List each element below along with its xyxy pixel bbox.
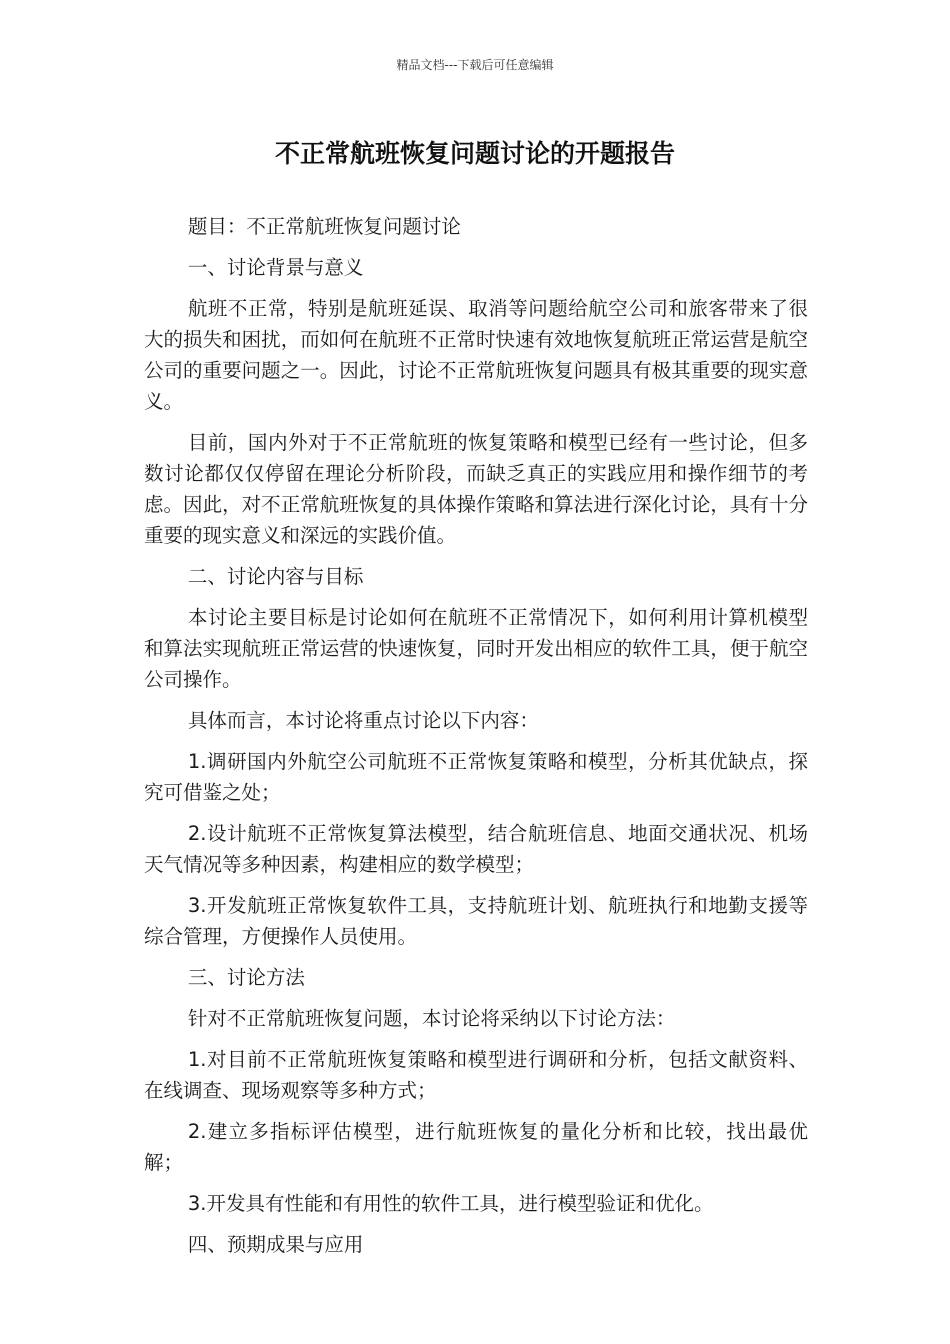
- subject-line: 题目：不正常航班恢复问题讨论: [187, 215, 461, 238]
- header-note: 精品文档---下载后可任意编辑: [396, 58, 554, 72]
- paragraph: 本讨论主要目标是讨论如何在航班不正常情况下，如何利用计算机模型和算法实现航班正常运营的快速恢复，同时开发出相应的软件工具，便于航空公司操作。: [144, 606, 808, 691]
- paragraph: 航班不正常，特别是航班延误、取消等问题给航空公司和旅客带来了很大的损失和困扰，而如何在航班不正常时快速有效地恢复航班正常运营是航空公司的重要问题之一。因此，讨论不正常航班恢复问题具有极其重要的现实意义。: [144, 297, 808, 413]
- document-title: 不正常航班恢复问题讨论的开题报告: [274, 139, 675, 168]
- list-item: 2.设计航班不正常恢复算法模型，结合航班信息、地面交通状况、机场天气情况等多种因素，构建相应的数学模型；: [144, 822, 808, 876]
- list-item: 3.开发具有性能和有用性的软件工具，进行模型验证和优化。: [187, 1192, 714, 1215]
- section-heading-content: 二、讨论内容与目标: [187, 565, 364, 588]
- section-heading-outcomes: 四、预期成果与应用: [187, 1233, 364, 1256]
- paragraph: 具体而言，本讨论将重点讨论以下内容：: [187, 709, 539, 732]
- document-body: [144, 211, 808, 1270]
- list-item: 1.对目前不正常航班恢复策略和模型进行调研和分析，包括文献资料、在线调查、现场观察等多种方式；: [144, 1048, 808, 1102]
- paragraph: 针对不正常航班恢复问题，本讨论将采纳以下讨论方法：: [187, 1007, 676, 1030]
- list-item: 2.建立多指标评估模型，进行航班恢复的量化分析和比较，找出最优解；: [144, 1120, 808, 1174]
- paragraph: 目前，国内外对于不正常航班的恢复策略和模型已经有一些讨论，但多数讨论都仅仅停留在理论分析阶段，而缺乏真正的实践应用和操作细节的考虑。因此，对不正常航班恢复的具体操作策略和算法进行深化讨论，具有十分重要的现实意义和深远的实践价值。: [144, 431, 808, 547]
- section-heading-method: 三、讨论方法: [187, 966, 305, 989]
- list-item: 3.开发航班正常恢复软件工具，支持航班计划、航班执行和地勤支援等综合管理，方便操作人员使用。: [144, 894, 808, 948]
- section-heading-background: 一、讨论背景与意义: [187, 256, 364, 279]
- list-item: 1.调研国内外航空公司航班不正常恢复策略和模型，分析其优缺点，探究可借鉴之处；: [144, 750, 808, 804]
